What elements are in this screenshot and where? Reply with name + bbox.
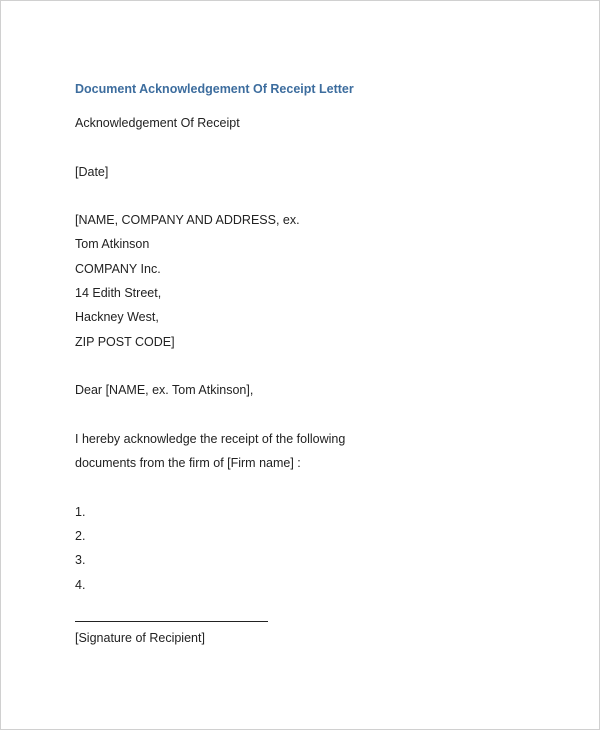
date-placeholder: [Date] (75, 164, 109, 179)
address-line: COMPANY Inc. (75, 261, 161, 276)
recipient-address (75, 208, 555, 354)
signature-line (75, 607, 268, 622)
letter-content (75, 81, 555, 650)
letter-subtitle: Acknowledgement Of Receipt (75, 116, 240, 130)
body-line: documents from the firm of [Firm name] : (75, 456, 301, 471)
document-title: Document Acknowledgement Of Receipt Letter (75, 82, 354, 96)
signature-label: [Signature of Recipient] (75, 630, 205, 645)
document-list (75, 500, 555, 597)
list-item: 2. (75, 529, 86, 544)
address-line: 14 Edith Street, (75, 286, 162, 301)
list-item: 1. (75, 504, 86, 519)
list-item: 4. (75, 577, 86, 592)
address-line: ZIP POST CODE] (75, 334, 175, 349)
address-line: Tom Atkinson (75, 237, 150, 252)
salutation: Dear [NAME, ex. Tom Atkinson], (75, 383, 254, 398)
address-line: Hackney West, (75, 310, 159, 325)
address-line: [NAME, COMPANY AND ADDRESS, ex. (75, 213, 300, 228)
list-item: 3. (75, 553, 86, 568)
body-paragraph (75, 427, 555, 476)
body-line: I hereby acknowledge the receipt of the following (75, 431, 346, 446)
